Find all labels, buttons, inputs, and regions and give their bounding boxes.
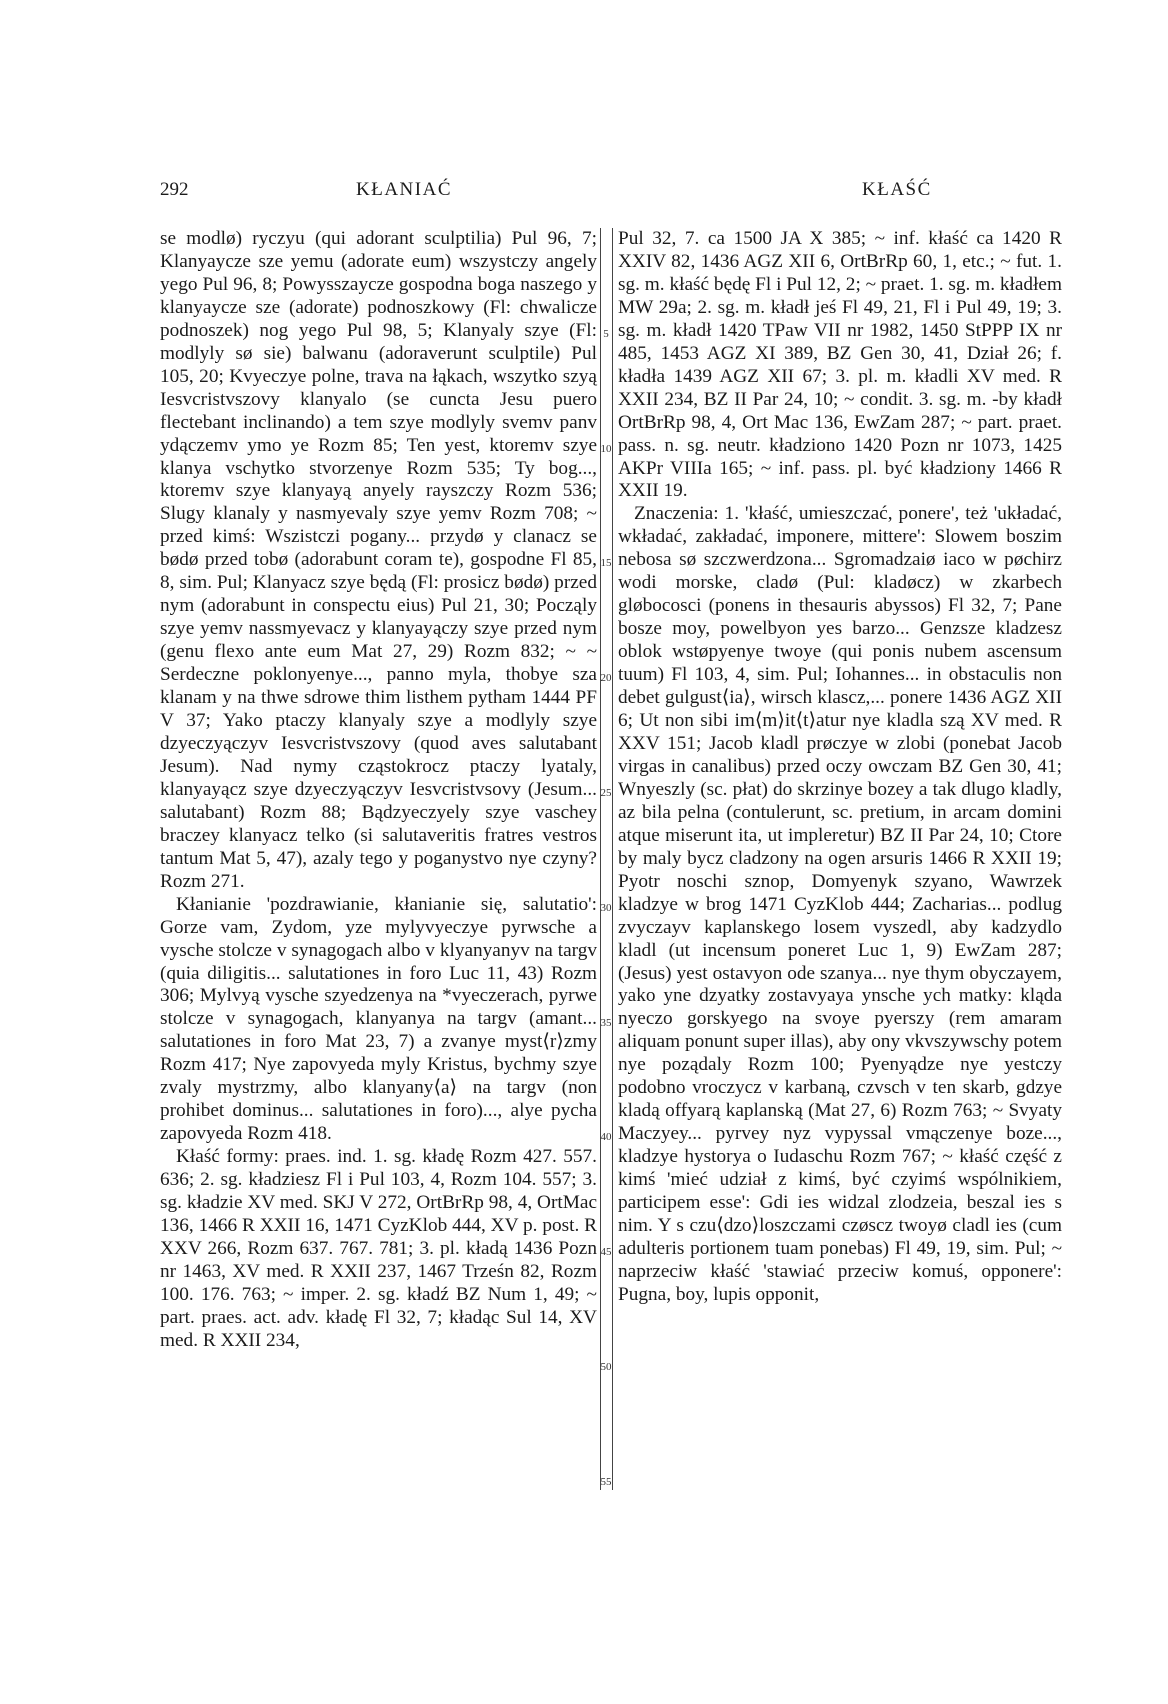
line-number: 50 [600, 1361, 612, 1373]
line-number: 5 [603, 328, 609, 340]
right-column [618, 228, 1062, 1307]
line-number: 10 [600, 443, 612, 455]
column-rule-right [612, 228, 613, 1490]
line-number: 40 [600, 1131, 612, 1143]
paragraph: Kłaść formy: praes. ind. 1. sg. kładę Rozm 427. 557. 636; 2. sg. kładziesz Fl i Pul 103, 4, Rozm 104. 557; 3. sg. kładzie XV med. SKJ V 272, OrtBrRp 98, 4, OrtMac 136, 1466 R XXII 16, 1471 CyzKlob 444, XV p. post. R XXV 266, Rozm 637. 767. 781; 3. pl. kładą 1436 Pozn nr 1463, XV med. R XXII 237, 1467 Trześn 82, Rozm 100. 176. 763; ~ imper. 2. sg. kładź BZ Num 1, 49; ~ part. praes. act. adv. kładę Fl 32, 7; kładąc Sul 14, XV med. R XXII 234, [160, 1146, 597, 1351]
line-number: 30 [600, 902, 612, 914]
running-head-left: KŁANIAĆ [356, 179, 452, 200]
left-column [160, 228, 597, 1353]
page-number: 292 [160, 179, 189, 200]
paragraph: Pul 32, 7. ca 1500 JA X 385; ~ inf. kłaść ca 1420 R XXIV 82, 1436 AGZ XII 6, OrtBrRp 60, 1, etc.; ~ fut. 1. sg. m. kłaść będę Fl i Pul 12, 2; ~ praet. 1. sg. m. kładłem MW 29a; 2. sg. m. kładł jeś Fl 49, 21, Fl i Pul 49, 19; 3. sg. m. kładł 1420 TPaw VII nr 1982, 1450 StPPP IX nr 485, 1453 AGZ XI 389, BZ Gen 30, 41, Dział 26; f. kładła 1439 AGZ XII 67; 3. pl. m. kładli XV med. R XXII 234, BZ II Par 24, 10; ~ condit. 3. sg. m. -by kładł OrtBrRp 98, 4, Ort Mac 136, EwZam 287; ~ part. praet. pass. n. sg. neutr. kładziono 1420 Pozn nr 1073, 1425 AKPr VIIIa 165; ~ inf. pass. pl. być kładziony 1466 R XXII 19. [618, 228, 1062, 502]
line-number: 20 [600, 672, 612, 684]
line-number: 55 [600, 1476, 612, 1488]
line-number: 45 [600, 1246, 612, 1258]
line-number: 25 [600, 787, 612, 799]
running-head-right: KŁAŚĆ [862, 179, 932, 200]
line-number: 35 [600, 1017, 612, 1029]
paragraph: se modlø) ryczyu (qui adorant sculptilia) Pul 96, 7; Klanyaycze sze yemu (adorate eum) wszystczy angely yego Pul 96, 8; Powysszaycze gospodna boga naszego y klanyaycze sze (adorate) podnoszkowy (Fl: chwalicze podnoszek) nog yego Pul 98, 5; Klanyaly szye (Fl: modlyly sø sie) balwanu (adoraverunt sculptile) Pul 105, 20; Kvyeczye polne, trava na łąkach, wszytko szyą Iesvcristvszovy klanyalo (se cuncta Jesu puero flectebant inclinando) a tem szye modlyly svemv panv ydączemv ymo ye Rozm 85; Ten yest, ktoremv szye klanya vschytko stvorzenye Rozm 535; Ty bog..., ktoremv szye klanyayą anyely rayszczy Rozm 536; Slugy klanaly y nasmyevaly szye yemv Rozm 708; ~ przed kimś: Wszistczi pogany... przydø y clanacz se bødø przed tobø (adorabunt coram te), gospodne Fl 85, 8, sim. Pul; Klanyacz szye będą (Fl: prosicz bødø) przed nym (adorabunt in conspectu eius) Pul 21, 30; Począly szye yemv nassmyevacz y klanyayączy szye przed nym (genu flexo ante eum Mat 27, 29) Rozm 832; ~ ~ Serdeczne poklonyenye..., panno myla, thobye sza klanam y na thwe sdrowe thim listhem pytham 1444 PF V 37; Yako ptaczy klanyaly szye a modlyly szye dzyeczyączyv Iesvcristvszovy (quod aves salutabant Jesum). Nad nymy cząstokrocz ptaczy lyataly, klanyayącz szye dzyeczyączyv Iesvcristvsovy (Jesum... salutabant) Rozm 88; Bądzyeczyely szye vaschey braczey klanyacz telko (si salutaveritis fratres vestros tantum Mat 5, 47), azaly tego y poganystvo nye czyny? Rozm 271. [160, 228, 597, 892]
paragraph: Kłanianie 'pozdrawianie, kłanianie się, salutatio': Gorze vam, Zydom, yze mylyvyeczye pyrwsche a vysche stolcze v synagogach albo v klyanyanyv na targv (quia diligitis... salutationes in foro Luc 11, 43) Rozm 306; Mylvyą vysche szyedzenya na *vyeczerach, pyrwe stolcze v synagogach, klanyanya na targv (amant... salutationes in foro Mat 23, 7) a zvanye myst⟨r⟩zmy Rozm 417; Nye zapovyeda myly Kristus, bychmy szye zvaly mystrzmy, albo klanyany⟨a⟩ na targv (non prohibet dominus... salutationes in foro)..., alye pycha zapovyeda Rozm 418. [160, 893, 597, 1145]
paragraph: Znaczenia: 1. 'kłaść, umieszczać, ponere', też 'układać, wkładać, zakładać, imponere, mittere': Slowem boszim nebosa sø szczwerdzona... Sgromadzaiø iaco w pøchirz wodi morske, cladø (Pul: kladøcz) w zkarbech gløbocosci (ponens in thesauris abyssos) Fl 32, 7; Pane bosze moy, powelbyon yes barzo... Genzsze kladzesz oblok wstøpyenye twoye (qui ponis nubem ascensum tuum) Fl 103, 4, sim. Pul; Iohannes... in obstaculis non debet gulgust⟨ia⟩, wirsch klascz,... ponere 1436 AGZ XII 6; Ut non sibi im⟨m⟩it⟨t⟩atur nye kladla szą XV med. R XXV 151; Jacob kladl prøczye w zlobi (ponebat Jacob virgas in canalibus) przed oczy owczam BZ Gen 30, 41; Wnyeszly (sc. płat) do skrzinye bozey a tak dlugo kladly, az bila pelna (contulerunt, sc. pretium, in arcam domini atque miserunt ita, ut impleretur) BZ II Par 24, 10; Ctore by maly bycz cladzony na ogen arsuris 1466 R XXII 19; Pyotr noschi sznop, Domyenyk szyano, Wawrzek kladzye w brog 1471 CyzKlob 444; Zacharias... podlug zvyczayv kaplanskego losem vyszedl, aby kadzydlo kladl (ut incensum poneret Luc 1, 9) EwZam 287; (Jesus) yest ostavyon ode szanya... nye thym obyczayem, yako yne dzyatky zostavyaya ynsche ych matky: kląda nyeczo gorskyego na svoye pyerszy (rem amaram aliquam ponunt super illas), aby ony vkvszywschy potem nye poządaly Rozm 100; Pyenyądze nye yestczy podobno vroczycz v karbaną, czvsch v ten skarb, gdzye kladą offyarą kaplanską (Mat 27, 6) Rozm 763; ~ Svyaty Maczyey... pyrvey nyz vypyssal vmączenye boze..., kladzye hystorya o Iudaschu Rozm 767; ~ kłaść część z kimś 'mieć udział z kimś, być czyimś wspólnikiem, participem esse': Gdi ies widzal zlodzeia, beszal ies s nim. Y s czu⟨dzo⟩loszczami czøscz twoyø cladl ies (cum adulteris portionem tuam ponebas) Fl 49, 19, sim. Pul; ~ naprzeciw kłaść 'stawiać przeciw komuś, opponere': Pugna, boy, lupis opponit, [618, 503, 1062, 1305]
line-number: 15 [600, 557, 612, 569]
column-rule-left [600, 228, 601, 1490]
